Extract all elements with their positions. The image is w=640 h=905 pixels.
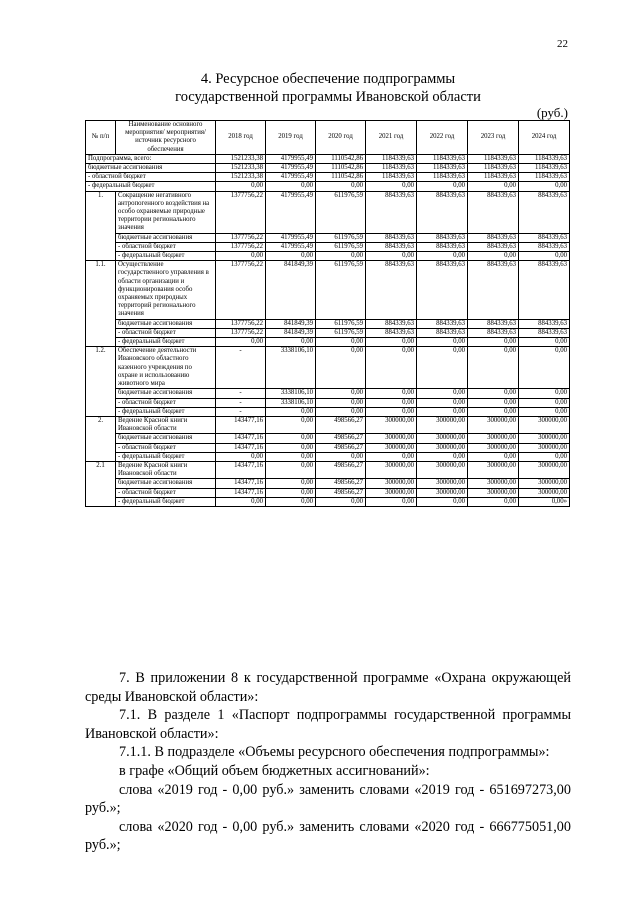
value-cell: 1110542,86	[316, 173, 366, 182]
value-cell: 1377756,22	[216, 261, 266, 319]
value-cell: 4179955,49	[266, 173, 316, 182]
header-cell: № п/п	[86, 121, 116, 155]
value-cell: 884339,63	[366, 233, 417, 242]
value-cell: 884339,63	[417, 191, 468, 233]
value-cell: 300000,00	[366, 443, 417, 452]
resource-table	[85, 120, 570, 507]
value-cell: 884339,63	[468, 328, 519, 337]
value-cell: 884339,63	[468, 233, 519, 242]
value-cell: 0,00	[519, 398, 570, 407]
header-cell: 2019 год	[266, 121, 316, 155]
value-cell: 1377756,22	[216, 328, 266, 337]
value-cell: 884339,63	[366, 191, 417, 233]
row-label: - областной бюджет	[116, 443, 216, 452]
value-cell: 0,00	[266, 182, 316, 191]
value-cell: 0,00	[266, 497, 316, 506]
value-cell: 0,00	[266, 479, 316, 488]
body-paragraph: 7. В приложении 8 к государственной программе «Охрана окружающей среды Ивановской области»:	[85, 670, 571, 705]
value-cell: 0,00	[266, 434, 316, 443]
item-name: Ведение Красной книги Ивановской области	[116, 461, 216, 478]
table-row	[86, 182, 570, 191]
value-cell: 611976,59	[316, 191, 366, 233]
item-number: 1.2.	[86, 347, 116, 417]
value-cell: 1184339,63	[417, 173, 468, 182]
value-cell: 0,00	[366, 407, 417, 416]
value-cell: 884339,63	[366, 319, 417, 328]
value-cell: 143477,16	[216, 416, 266, 433]
value-cell: 0,00	[468, 398, 519, 407]
value-cell: 0,00	[216, 452, 266, 461]
value-cell: 498566,27	[316, 461, 366, 478]
value-cell: 143477,16	[216, 443, 266, 452]
value-cell: 611976,59	[316, 233, 366, 242]
value-cell: 0,00	[266, 407, 316, 416]
value-cell: 0,00	[519, 389, 570, 398]
value-cell: 498566,27	[316, 434, 366, 443]
value-cell: 0,00	[468, 347, 519, 389]
value-cell: 143477,16	[216, 479, 266, 488]
value-cell: 0,00	[316, 389, 366, 398]
value-cell: 884339,63	[519, 261, 570, 319]
value-cell: 498566,27	[316, 416, 366, 433]
value-cell: 0,00	[366, 497, 417, 506]
value-cell: 884339,63	[468, 191, 519, 233]
header-cell: 2023 год	[468, 121, 519, 155]
value-cell: 300000,00	[417, 488, 468, 497]
value-cell: 884339,63	[417, 233, 468, 242]
table-header-row	[86, 121, 570, 155]
row-label: бюджетные ассигнования	[116, 233, 216, 242]
row-label: - областной бюджет	[116, 488, 216, 497]
body-paragraph: 7.1.1. В подразделе «Объемы ресурсного обеспечения подпрограммы»:	[119, 744, 550, 761]
value-cell: 300000,00	[519, 416, 570, 433]
value-cell: 300000,00	[468, 443, 519, 452]
value-cell: 4179955,49	[266, 242, 316, 251]
value-cell: 884339,63	[519, 328, 570, 337]
value-cell: -	[216, 398, 266, 407]
value-cell: 0,00	[468, 407, 519, 416]
value-cell: 1110542,86	[316, 164, 366, 173]
page-number: 22	[557, 38, 568, 50]
row-label: бюджетные ассигнования	[116, 319, 216, 328]
value-cell: 841849,39	[266, 261, 316, 319]
value-cell: 4179955,49	[266, 164, 316, 173]
table-row	[86, 233, 570, 242]
table-row	[86, 154, 570, 163]
value-cell: 0,00	[366, 338, 417, 347]
value-cell: 300000,00	[366, 461, 417, 478]
value-cell: 611976,59	[316, 328, 366, 337]
row-label: - федеральный бюджет	[116, 407, 216, 416]
row-label: бюджетные ассигнования	[116, 434, 216, 443]
value-cell: 3338106,10	[266, 398, 316, 407]
value-cell: -	[216, 347, 266, 389]
body-paragraph: в графе «Общий объем бюджетных ассигнований»:	[119, 762, 430, 779]
value-cell: 884339,63	[417, 261, 468, 319]
value-cell: 884339,63	[519, 233, 570, 242]
table-row	[86, 164, 570, 173]
value-cell: 0,00	[366, 252, 417, 261]
value-cell: 0,00	[417, 338, 468, 347]
value-cell: 0,00	[519, 182, 570, 191]
value-cell: 300000,00	[519, 488, 570, 497]
value-cell: 0,00	[316, 398, 366, 407]
value-cell: 0,00	[417, 182, 468, 191]
value-cell: 0,00	[316, 347, 366, 389]
value-cell: 1184339,63	[366, 164, 417, 173]
value-cell: 0,00	[468, 252, 519, 261]
value-cell: 0,00	[417, 389, 468, 398]
value-cell: 884339,63	[366, 242, 417, 251]
value-cell: 300000,00	[468, 416, 519, 433]
value-cell: 4179955,49	[266, 154, 316, 163]
item-row	[86, 191, 570, 233]
value-cell: 611976,59	[316, 261, 366, 319]
value-cell: 0,00	[468, 497, 519, 506]
body-text	[85, 669, 571, 855]
value-cell: 884339,63	[468, 319, 519, 328]
value-cell: 0,00	[316, 407, 366, 416]
value-cell: 300000,00	[468, 479, 519, 488]
value-cell: 611976,59	[316, 242, 366, 251]
value-cell: 300000,00	[468, 461, 519, 478]
value-cell: 0,00	[519, 347, 570, 389]
value-cell: 1184339,63	[468, 173, 519, 182]
value-cell: 0,00	[316, 182, 366, 191]
value-cell: 300000,00	[366, 479, 417, 488]
value-cell: 841849,39	[266, 328, 316, 337]
value-cell: -	[216, 389, 266, 398]
value-cell: 1184339,63	[366, 173, 417, 182]
value-cell: 884339,63	[366, 261, 417, 319]
value-cell: 498566,27	[316, 479, 366, 488]
value-cell: 0,00	[316, 252, 366, 261]
value-cell: 300000,00	[519, 479, 570, 488]
value-cell: 0,00	[468, 389, 519, 398]
header-cell: 2024 год	[519, 121, 570, 155]
value-cell: 1184339,63	[519, 173, 570, 182]
value-cell: 884339,63	[417, 242, 468, 251]
value-cell: 498566,27	[316, 488, 366, 497]
value-cell: 4179955,49	[266, 233, 316, 242]
value-cell: 1377756,22	[216, 242, 266, 251]
value-cell: 1184339,63	[468, 164, 519, 173]
item-number: 2.1	[86, 461, 116, 506]
section-title	[80, 70, 576, 106]
value-cell: 300000,00	[366, 416, 417, 433]
value-cell: 300000,00	[417, 461, 468, 478]
value-cell: 1377756,22	[216, 319, 266, 328]
value-cell: 300000,00	[366, 488, 417, 497]
header-cell: 2022 год	[417, 121, 468, 155]
value-cell: 0,00	[519, 252, 570, 261]
value-cell: 300000,00	[468, 434, 519, 443]
row-label: - областной бюджет	[116, 242, 216, 251]
table-row	[86, 452, 570, 461]
value-cell: 300000,00	[417, 479, 468, 488]
row-label: бюджетные ассигнования	[86, 164, 216, 173]
value-cell: 300000,00	[417, 434, 468, 443]
item-number: 1.1.	[86, 261, 116, 347]
item-name: Осуществление государственного управления в области организации и функционирования особо охраняемых природных территорий регионального значения	[116, 261, 216, 319]
table-row	[86, 242, 570, 251]
table-row	[86, 443, 570, 452]
value-cell: 884339,63	[366, 328, 417, 337]
table-row	[86, 398, 570, 407]
value-cell: 0,00	[519, 338, 570, 347]
item-name: Ведение Красной книги Ивановской области	[116, 416, 216, 433]
value-cell: 3338106,10	[266, 347, 316, 389]
table-row	[86, 497, 570, 506]
value-cell: 0,00	[366, 347, 417, 389]
value-cell: 0,00	[266, 488, 316, 497]
table-row	[86, 389, 570, 398]
value-cell: 300000,00	[519, 434, 570, 443]
value-cell: 0,00	[266, 452, 316, 461]
value-cell: 0,00	[519, 452, 570, 461]
value-cell: 0,00	[366, 398, 417, 407]
value-cell: 300000,00	[519, 443, 570, 452]
table-row	[86, 173, 570, 182]
value-cell: 0,00	[316, 497, 366, 506]
value-cell: 1184339,63	[519, 164, 570, 173]
value-cell: 0,00	[366, 182, 417, 191]
value-cell: 3338106,10	[266, 389, 316, 398]
value-cell: 0,00	[316, 452, 366, 461]
value-cell: 300000,00	[417, 443, 468, 452]
value-cell: 300000,00	[417, 416, 468, 433]
value-cell: 0,00	[266, 252, 316, 261]
value-cell: 1377756,22	[216, 233, 266, 242]
value-cell: 143477,16	[216, 488, 266, 497]
value-cell: 0,00	[266, 338, 316, 347]
value-cell: 0,00	[266, 416, 316, 433]
row-label: - федеральный бюджет	[86, 182, 216, 191]
value-cell: 498566,27	[316, 443, 366, 452]
table-row	[86, 319, 570, 328]
value-cell: 1521233,38	[216, 154, 266, 163]
item-number: 2.	[86, 416, 116, 461]
value-cell: 1521233,38	[216, 164, 266, 173]
body-paragraph: 7.1. В разделе 1 «Паспорт подпрограммы государственной программы Ивановской области»:	[85, 707, 571, 742]
table-row	[86, 479, 570, 488]
value-cell: 884339,63	[417, 328, 468, 337]
value-cell: 0,00	[216, 497, 266, 506]
value-cell: 300000,00	[519, 461, 570, 478]
value-cell: 0,00»	[519, 497, 570, 506]
row-label: - федеральный бюджет	[116, 497, 216, 506]
value-cell: 0,00	[216, 182, 266, 191]
value-cell: 0,00	[417, 497, 468, 506]
value-cell: 1184339,63	[417, 164, 468, 173]
value-cell: 884339,63	[417, 319, 468, 328]
row-label: - федеральный бюджет	[116, 252, 216, 261]
header-cell: 2018 год	[216, 121, 266, 155]
table-row	[86, 252, 570, 261]
value-cell: 0,00	[417, 347, 468, 389]
value-cell: 611976,59	[316, 319, 366, 328]
value-cell: 0,00	[468, 182, 519, 191]
table-row	[86, 434, 570, 443]
value-cell: 300000,00	[366, 434, 417, 443]
value-cell: 1184339,63	[366, 154, 417, 163]
row-label: - областной бюджет	[86, 173, 216, 182]
table-body	[86, 154, 570, 506]
value-cell: 300000,00	[468, 488, 519, 497]
value-cell: 0,00	[266, 443, 316, 452]
body-paragraph: слова «2020 год - 0,00 руб.» заменить словами «2020 год - 666775051,00 руб.»;	[85, 818, 571, 854]
value-cell: 0,00	[266, 461, 316, 478]
value-cell: 1110542,86	[316, 154, 366, 163]
value-cell: 1521233,38	[216, 173, 266, 182]
item-row	[86, 261, 570, 319]
value-cell: 884339,63	[468, 242, 519, 251]
value-cell: 841849,39	[266, 319, 316, 328]
value-cell: 0,00	[366, 452, 417, 461]
value-cell: 0,00	[366, 389, 417, 398]
value-cell: 0,00	[316, 338, 366, 347]
item-row	[86, 416, 570, 433]
value-cell: 884339,63	[519, 191, 570, 233]
row-label: бюджетные ассигнования	[116, 479, 216, 488]
value-cell: 0,00	[417, 252, 468, 261]
row-label: - областной бюджет	[116, 398, 216, 407]
value-cell: 1184339,63	[519, 154, 570, 163]
value-cell: 0,00	[417, 407, 468, 416]
value-cell: 143477,16	[216, 461, 266, 478]
currency-unit: (руб.)	[536, 105, 568, 120]
value-cell: 1184339,63	[417, 154, 468, 163]
value-cell: 0,00	[216, 338, 266, 347]
row-label: бюджетные ассигнования	[116, 389, 216, 398]
row-label: Подпрограмма, всего:	[86, 154, 216, 163]
item-row	[86, 461, 570, 478]
value-cell: 884339,63	[519, 242, 570, 251]
value-cell: 1377756,22	[216, 191, 266, 233]
value-cell: 4179955,49	[266, 191, 316, 233]
title-line-1: 4. Ресурсное обеспечение подпрограммы	[200, 71, 456, 87]
header-cell: 2021 год	[366, 121, 417, 155]
row-label: - федеральный бюджет	[116, 452, 216, 461]
table-row	[86, 328, 570, 337]
value-cell: 0,00	[468, 338, 519, 347]
value-cell: 0,00	[468, 452, 519, 461]
table-row	[86, 488, 570, 497]
value-cell: 1184339,63	[468, 154, 519, 163]
value-cell: 884339,63	[468, 261, 519, 319]
value-cell: 143477,16	[216, 434, 266, 443]
header-cell: Наименование основного мероприятия/ мероприятия/ источник ресурсного обеспечения	[116, 121, 216, 155]
title-line-2: государственной программы Ивановской области	[175, 89, 481, 105]
item-number: 1.	[86, 191, 116, 261]
value-cell: 0,00	[417, 398, 468, 407]
value-cell: 0,00	[519, 407, 570, 416]
row-label: - областной бюджет	[116, 328, 216, 337]
item-row	[86, 347, 570, 389]
row-label: - федеральный бюджет	[116, 338, 216, 347]
header-cell: 2020 год	[316, 121, 366, 155]
value-cell: 0,00	[216, 252, 266, 261]
table-row	[86, 407, 570, 416]
item-name: Обеспечение деятельности Ивановского областного казенного учреждения по охране и использованию животного мира	[116, 347, 216, 389]
table-row	[86, 338, 570, 347]
value-cell: 0,00	[417, 452, 468, 461]
value-cell: -	[216, 407, 266, 416]
value-cell: 884339,63	[519, 319, 570, 328]
body-paragraph: слова «2019 год - 0,00 руб.» заменить словами «2019 год - 651697273,00 руб.»;	[85, 781, 571, 817]
item-name: Сокращение негативного антропогенного воздействия на особо охраняемые природные территории регионального значения	[116, 191, 216, 233]
